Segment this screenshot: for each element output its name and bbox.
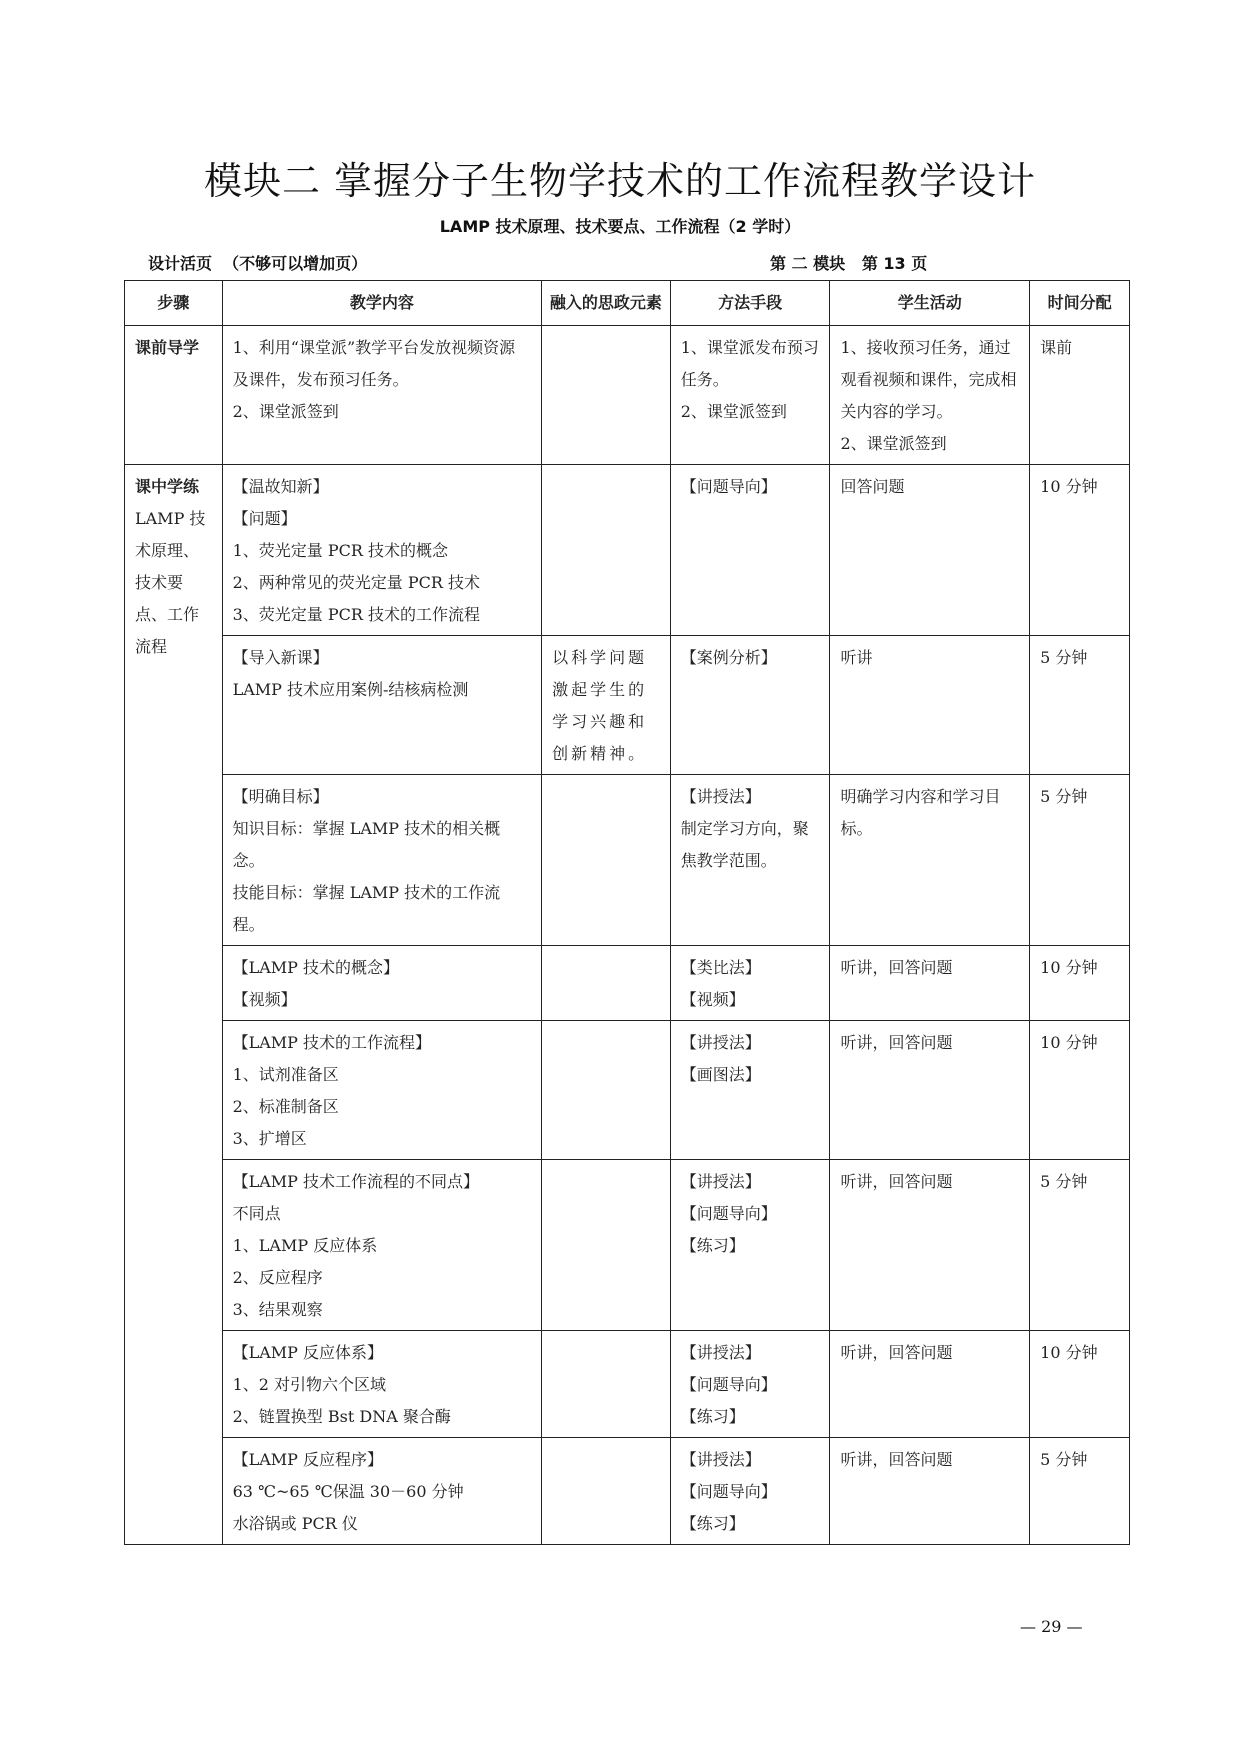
method-cell	[670, 636, 830, 775]
method-line: 【问题导向】	[680, 1375, 777, 1394]
design-sheet-label: 设计活页 （不够可以增加页）	[148, 254, 368, 273]
content-line: 63 ℃~65 ℃保温 30－60 分钟	[232, 1482, 464, 1501]
activity-cell	[830, 1438, 1030, 1545]
table-row	[125, 1021, 1130, 1160]
method-line: 1、课堂派发布预习任务。	[680, 338, 819, 389]
method-cell	[670, 1438, 830, 1545]
activity-line: 听讲，回答问题	[840, 1172, 953, 1191]
method-line: 【练习】	[680, 1236, 745, 1255]
teaching-design-table	[124, 280, 1130, 1545]
activity-line: 听讲，回答问题	[840, 1450, 953, 1469]
content-line: 【问题】	[232, 509, 297, 528]
content-cell	[222, 1021, 541, 1160]
table-header-row	[125, 281, 1130, 326]
content-line: 1、荧光定量 PCR 技术的概念	[232, 541, 449, 560]
method-line: 【练习】	[680, 1514, 745, 1533]
table-row	[125, 775, 1130, 946]
content-line: LAMP 技术应用案例-结核病检测	[232, 680, 469, 699]
content-line: 【视频】	[232, 990, 297, 1009]
content-cell	[222, 636, 541, 775]
content-line: 【明确目标】	[232, 787, 329, 806]
method-line: 【类比法】	[680, 958, 761, 977]
content-line: 2、两种常见的荧光定量 PCR 技术	[232, 573, 481, 592]
content-line: 【LAMP 技术工作流程的不同点】	[232, 1172, 480, 1191]
time-cell: 10 分钟	[1030, 946, 1130, 1021]
activity-cell	[830, 946, 1030, 1021]
time-cell: 10 分钟	[1030, 1021, 1130, 1160]
content-line: 3、荧光定量 PCR 技术的工作流程	[232, 605, 481, 624]
content-line: 不同点	[232, 1204, 281, 1223]
ideology-cell	[542, 1438, 671, 1545]
activity-cell	[830, 1160, 1030, 1331]
table-row	[125, 636, 1130, 775]
ideology-cell	[542, 465, 671, 636]
method-line: 【练习】	[680, 1407, 745, 1426]
step-title: 课中学练	[135, 477, 200, 496]
page-title: 模块二 掌握分子生物学技术的工作流程教学设计	[203, 159, 1037, 203]
content-cell	[222, 1438, 541, 1545]
step-cell: 课前导学	[125, 326, 223, 465]
time-cell: 10 分钟	[1030, 1331, 1130, 1438]
content-line: 1、LAMP 反应体系	[232, 1236, 378, 1255]
content-line: 【LAMP 反应程序】	[232, 1450, 384, 1469]
lesson-subtitle: LAMP 技术原理、技术要点、工作流程（2 学时）	[439, 217, 801, 236]
activity-line: 明确学习内容和学习目标。	[840, 787, 1001, 838]
content-line: 1、2 对引物六个区域	[232, 1375, 387, 1394]
content-cell	[222, 326, 541, 465]
table-row	[125, 946, 1130, 1021]
content-line: 1、利用“课堂派”教学平台发放视频资源及课件，发布预习任务。	[232, 338, 516, 389]
method-line: 制定学习方向，聚焦教学范围。	[680, 819, 809, 870]
method-line: 【案例分析】	[680, 648, 777, 667]
activity-line: 1、接收预习任务，通过观看视频和课件，完成相关内容的学习。	[840, 338, 1017, 421]
content-line: 【LAMP 技术的工作流程】	[232, 1033, 432, 1052]
table-row	[125, 1160, 1130, 1331]
activity-cell	[830, 1331, 1030, 1438]
header-ideology: 融入的思政元素	[542, 281, 671, 326]
content-line: 2、反应程序	[232, 1268, 323, 1287]
ideology-cell: 以科学问题激起学生的学习兴趣和创新精神。	[542, 636, 671, 775]
activity-line: 听讲，回答问题	[840, 1343, 953, 1362]
header-content: 教学内容	[222, 281, 541, 326]
ideology-cell	[542, 946, 671, 1021]
content-line: 3、结果观察	[232, 1300, 323, 1319]
method-cell	[670, 326, 830, 465]
content-line: 2、标准制备区	[232, 1097, 339, 1116]
ideology-cell	[542, 1021, 671, 1160]
content-line: 3、扩增区	[232, 1129, 307, 1148]
ideology-cell	[542, 1160, 671, 1331]
content-cell	[222, 775, 541, 946]
method-line: 【讲授法】	[680, 1033, 761, 1052]
time-cell: 5 分钟	[1030, 636, 1130, 775]
method-cell	[670, 1160, 830, 1331]
header-time: 时间分配	[1030, 281, 1130, 326]
ideology-cell	[542, 326, 671, 465]
method-line: 【讲授法】	[680, 787, 761, 806]
time-cell: 5 分钟	[1030, 775, 1130, 946]
activity-line: 回答问题	[840, 477, 905, 496]
content-line: 2、课堂派签到	[232, 402, 339, 421]
page-number: — 29 —	[1020, 1617, 1083, 1636]
module-page-label: 第 二 模块 第 13 页	[770, 254, 928, 273]
activity-cell	[830, 636, 1030, 775]
activity-line: 听讲，回答问题	[840, 958, 953, 977]
method-cell	[670, 465, 830, 636]
table-row	[125, 1438, 1130, 1545]
activity-line: 听讲	[840, 648, 873, 667]
method-line: 【讲授法】	[680, 1450, 761, 1469]
content-line: 【导入新课】	[232, 648, 329, 667]
time-cell: 5 分钟	[1030, 1160, 1130, 1331]
content-line: 2、链置换型 Bst DNA 聚合酶	[232, 1407, 451, 1426]
ideology-cell	[542, 1331, 671, 1438]
activity-cell	[830, 465, 1030, 636]
method-line: 【画图法】	[680, 1065, 761, 1084]
time-cell: 10 分钟	[1030, 465, 1130, 636]
time-cell: 5 分钟	[1030, 1438, 1130, 1545]
activity-cell	[830, 1021, 1030, 1160]
table-row-pre-class	[125, 326, 1130, 465]
header-method: 方法手段	[670, 281, 830, 326]
table-row	[125, 1331, 1130, 1438]
activity-cell	[830, 775, 1030, 946]
content-cell	[222, 465, 541, 636]
content-line: 技能目标：掌握 LAMP 技术的工作流程。	[232, 883, 501, 934]
method-cell	[670, 1021, 830, 1160]
activity-line: 2、课堂派签到	[840, 434, 947, 453]
activity-line: 听讲，回答问题	[840, 1033, 953, 1052]
content-cell	[222, 946, 541, 1021]
method-line: 2、课堂派签到	[680, 402, 787, 421]
activity-cell	[830, 326, 1030, 465]
ideology-cell	[542, 775, 671, 946]
content-line: 【LAMP 反应体系】	[232, 1343, 384, 1362]
content-cell	[222, 1331, 541, 1438]
time-cell: 课前	[1030, 326, 1130, 465]
table-row	[125, 465, 1130, 636]
header-activity: 学生活动	[830, 281, 1030, 326]
content-line: 水浴锅或 PCR 仪	[232, 1514, 358, 1533]
method-line: 【问题导向】	[680, 1482, 777, 1501]
method-cell	[670, 946, 830, 1021]
step-cell	[125, 465, 223, 1545]
content-line: 【温故知新】	[232, 477, 329, 496]
content-line: 1、试剂准备区	[232, 1065, 339, 1084]
content-line: 【LAMP 技术的概念】	[232, 958, 400, 977]
step-detail: LAMP 技术原理、技术要点、工作流程	[135, 509, 206, 656]
method-line: 【讲授法】	[680, 1172, 761, 1191]
header-step: 步骤	[125, 281, 223, 326]
method-cell	[670, 775, 830, 946]
method-line: 【问题导向】	[680, 1204, 777, 1223]
content-line: 知识目标：掌握 LAMP 技术的相关概念。	[232, 819, 501, 870]
method-line: 【问题导向】	[680, 477, 777, 496]
method-line: 【讲授法】	[680, 1343, 761, 1362]
content-cell	[222, 1160, 541, 1331]
method-line: 【视频】	[680, 990, 745, 1009]
method-cell	[670, 1331, 830, 1438]
